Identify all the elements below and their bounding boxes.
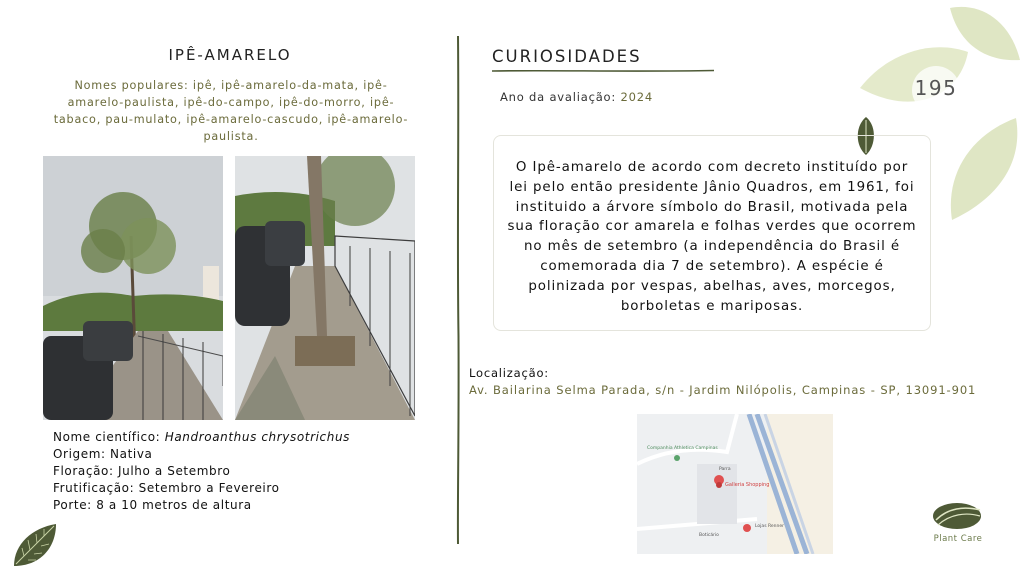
location-map — [637, 414, 833, 554]
scientific-name-value: Handroanthus chrysotrichus — [164, 430, 351, 444]
flowering: Floração: Julho a Setembro — [53, 464, 231, 478]
map-label-galleria: Galleria Shopping — [725, 482, 770, 488]
tree-photo-2 — [235, 156, 415, 420]
page-number: 195 — [914, 76, 958, 100]
evaluation-year: Ano da avaliação: 2024 — [500, 90, 654, 104]
species-details — [53, 429, 350, 514]
map-label-boticario: Boticário — [699, 533, 719, 538]
tree-photo-1 — [43, 156, 223, 420]
map-label-athletica: Companhia Athletica Campinas — [647, 446, 718, 451]
scientific-name: Nome científico: Handroanthus chrysotrichus — [53, 430, 351, 444]
species-title: IPÊ-AMARELO — [168, 46, 292, 64]
size: Porte: 8 a 10 metros de altura — [53, 498, 252, 512]
evaluation-year-value: 2024 — [620, 90, 654, 104]
logo-name: Plant Care — [933, 534, 983, 544]
location-address: Av. Bailarina Selma Parada, s/n - Jardim Nilópolis, Campinas - SP, 13091-901 — [469, 383, 977, 397]
origin: Origem: Nativa — [53, 447, 153, 461]
vertical-divider — [456, 36, 460, 544]
curiosities-title: CURIOSIDADES — [492, 47, 642, 66]
curiosities-text: O Ipê-amarelo de acordo com decreto instituído por lei pelo então presidente Jânio Quadros, em 1961, foi instituido a árvore símbolo do Brasil, motivada pela sua floração cor amarela e folhas verdes que ocorrem no mês de setembro (a independência do Brasil é comemorada dia 7 de setembro). A espécie é polinizada por vespas, abelhas, aves, morcegos, borboletas e mariposas. — [507, 160, 917, 314]
leaf-icon-bottom — [10, 522, 60, 570]
plant-care-logo-icon — [930, 500, 984, 532]
map-label-parra: Parra — [719, 467, 731, 472]
title-underline — [492, 69, 714, 73]
fruiting: Frutificação: Setembro a Fevereiro — [53, 481, 280, 495]
popular-names: Nomes populares: ipê, ipê-amarelo-da-mata, ipê-amarelo-paulista, ipê-do-campo, ipê-do-morro, ipê-tabaco, pau-mulato, ipê-amarelo-cascudo, ipê-amarelo-paulista. — [53, 79, 409, 143]
location-label: Localização: — [469, 366, 549, 380]
map-label-renner: Lojas Renner — [755, 524, 784, 529]
